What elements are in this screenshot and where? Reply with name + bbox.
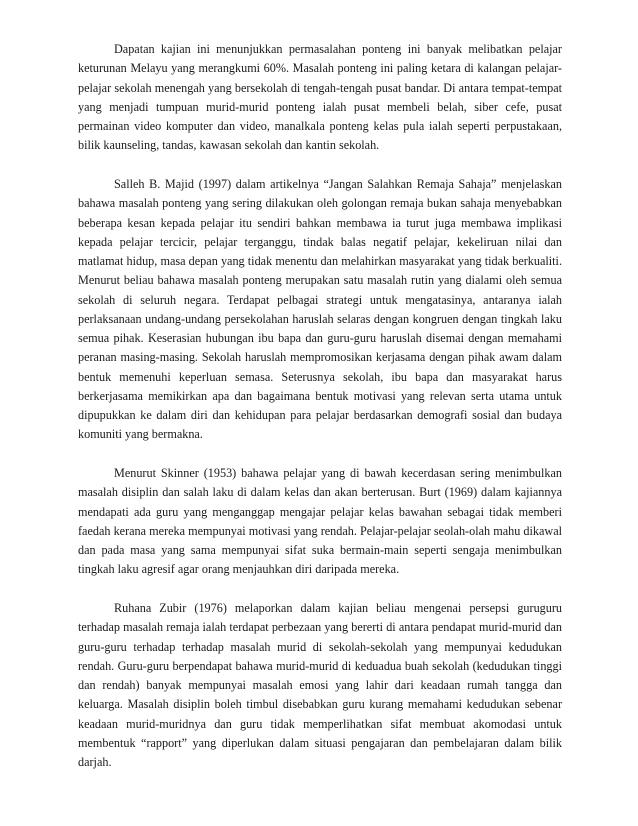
paragraph-3: Menurut Skinner (1953) bahawa pelajar yang di bawah kecerdasan sering menimbulkan masalah disiplin dan salah laku di dalam kelas dan akan berterusan. Burt (1969) dalam kajiannya mendapati ada guru yang menganggap mengajar pelajar kelas bawahan sebagai tidak memberi faedah kerana mereka mempunyai motivasi yang rendah. Pelajar-pelajar seolah-olah mahu dikawal dan pada masa yang sama mempunyai sifat suka bermain-main seperti sengaja menimbulkan tingkah laku agresif agar orang menjauhkan diri daripada mereka. <box>78 466 562 577</box>
paragraph-2: Salleh B. Majid (1997) dalam artikelnya “Jangan Salahkan Remaja Sahaja” menjelaskan bahawa masalah ponteng yang sering dilakukan oleh golongan remaja bukan sahaja menyebabkan beberapa kesan kepada pelajar itu sendiri bahkan membawa ia turut juga membawa implikasi kepada pelajar tercicir, pelajar terganggu, tindak balas negatif pelajar, kekeliruan nilai dan matlamat hidup, masa depan yang tidak menentu dan melahirkan masyarakat yang tidak berkualiti. Menurut beliau bahawa masalah ponteng merupakan satu masalah rutin yang dialami oleh semua sekolah di seluruh negara. Terdapat pelbagai strategi untuk mengatasinya, antaranya ialah perlaksanaan undang-undang persekolahan haruslah selaras dengan kongruen dengan tingkah laku semua pihak. Keserasian hubungan ibu bapa dan guru-guru haruslah disemai dengan memahami peranan masing-masing. Sekolah haruslah mempromosikan kerjasama dengan pihak awam dalam bentuk memenuhi keperluan semasa. Seterusnya sekolah, ibu bapa dan masyarakat harus berkerjasama memikirkan apa dan bagaimana bentuk motivasi yang relevan serta utama untuk dipupukkan ke dalam diri dan kehidupan para pelajar berdasarkan demografi sosial dan budaya komuniti yang bermakna. <box>78 177 562 442</box>
document-page <box>78 40 562 792</box>
paragraph-4: Ruhana Zubir (1976) melaporkan dalam kajian beliau mengenai persepsi guruguru terhadap masalah remaja ialah terdapat perbezaan yang bererti di antara pendapat murid-murid dan guru-guru terhadap terhadap masalah murid di sekolah-sekolah yang mempunyai kedudukan rendah. Guru-guru berpendapat bahawa murid-murid di keduadua buah sekolah (kedudukan tinggi dan rendah) banyak mempunyai masalah emosi yang lahir dari keadaan rumah tangga dan keluarga. Masalah disiplin boleh timbul disebabkan guru kurang memahami kedudukan sebenar keadaan murid-muridnya dan guru tidak memperlihatkan sifat membuat akomodasi untuk membentuk “rapport” yang diperlukan dalam situasi pengajaran dan pembelajaran dalam bilik darjah. <box>78 601 562 769</box>
paragraph-1: Dapatan kajian ini menunjukkan permasalahan ponteng ini banyak melibatkan pelajar keturunan Melayu yang merangkumi 60%. Masalah ponteng ini paling ketara di kalangan pelajar-pelajar sekolah menengah yang bersekolah di tengah-tengah pusat bandar. Di antara tempat-tempat yang menjadi tumpuan murid-murid ponteng ialah pusat membeli belah, siber cefe, pusat permainan video komputer dan video, manalkala ponteng kelas pula ialah seperti perpustakaan, bilik kaunseling, tandas, kawasan sekolah dan kantin sekolah. <box>78 42 562 153</box>
